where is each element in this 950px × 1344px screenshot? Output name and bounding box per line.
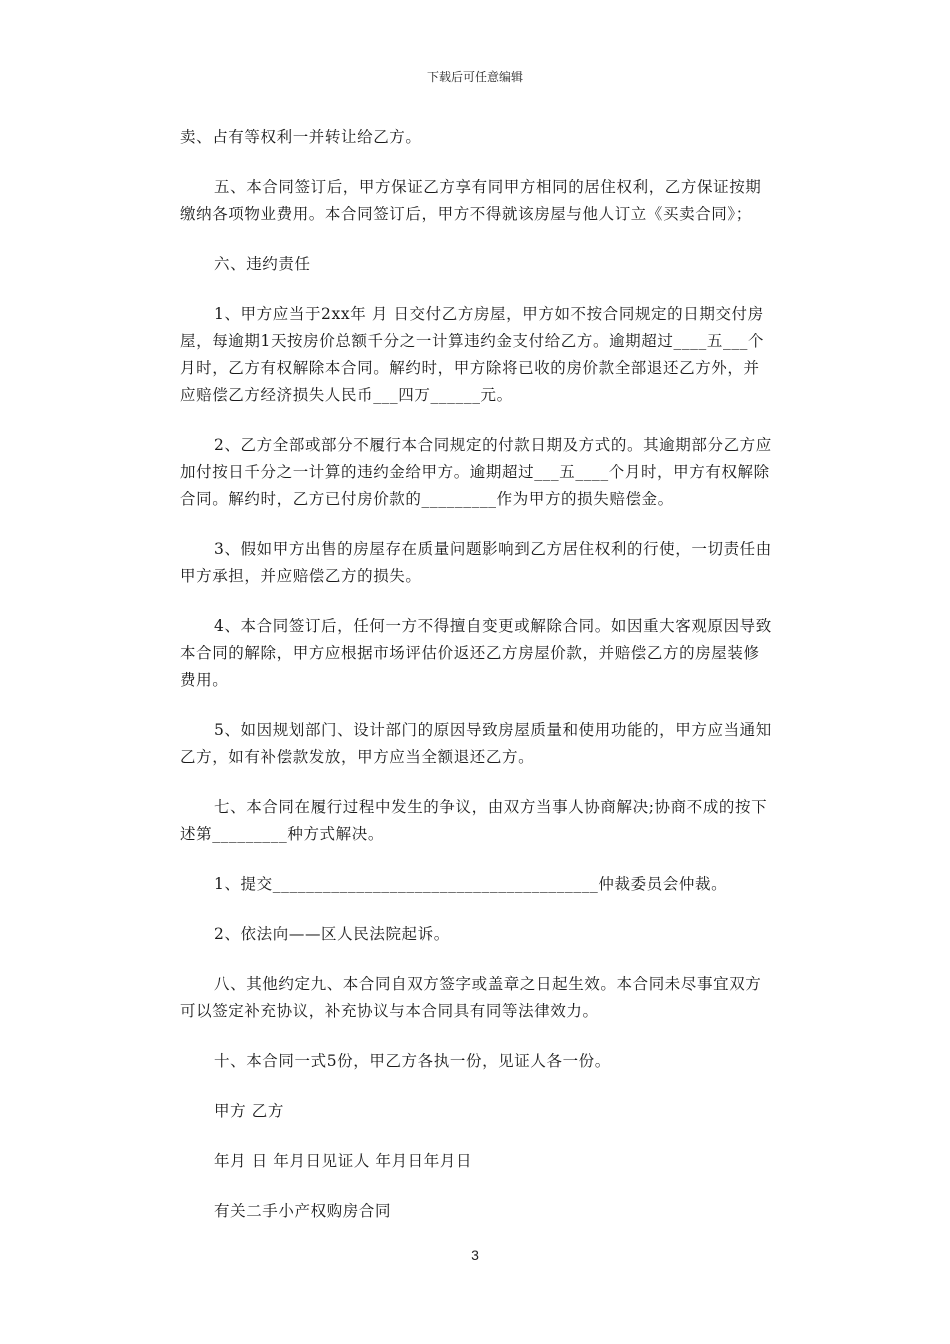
paragraph: 4、本合同签订后，任何一方不得擅自变更或解除合同。如因重大客观原因导致本合同的解除，甲方应根据市场评估价返还乙方房屋价款，并赔偿乙方的房屋装修费用。 (180, 617, 772, 689)
page-header: 下载后可任意编辑 (426, 70, 523, 84)
paragraph: 1、甲方应当于2xx年 月 日交付乙方房屋，甲方如不按合同规定的日期交付房屋，每逾期1天按房价总额千分之一计算违约金支付给乙方。逾期超过____五___个月时，乙方有权解除本合同。解约时，甲方除将已收的房价款全部退还乙方外，并应赔偿乙方经济损失人民币___四万______元。 (180, 305, 765, 404)
paragraph: 七、本合同在履行过程中发生的争议，由双方当事人协商解决;协商不成的按下述第_________种方式解决。 (180, 798, 768, 843)
document-body (180, 124, 772, 1225)
paragraph: 五、本合同签订后，甲方保证乙方享有同甲方相同的居住权利，乙方保证按期缴纳各项物业费用。本合同签订后，甲方不得就该房屋与他人订立《买卖合同》； (180, 178, 762, 223)
paragraph: 2、依法向——区人民法院起诉。 (214, 925, 450, 943)
paragraph: 十、本合同一式5份，甲乙方各执一份，见证人各一份。 (214, 1052, 611, 1070)
paragraph: 1、提交_______________________________________仲裁委员会仲裁。 (214, 875, 728, 893)
paragraph: 卖、占有等权利一并转让给乙方。 (180, 128, 422, 146)
signature-dates: 年月 日 年月日见证人 年月日年月日 (214, 1152, 473, 1170)
paragraph: 八、其他约定九、本合同自双方签字或盖章之日起生效。本合同未尽事宜双方可以签定补充协议，补充协议与本合同具有同等法律效力。 (180, 975, 762, 1020)
next-title: 有关二手小产权购房合同 (214, 1202, 392, 1220)
section-heading: 六、违约责任 (214, 255, 311, 273)
paragraph: 3、假如甲方出售的房屋存在质量问题影响到乙方居住权利的行使，一切责任由甲方承担，并应赔偿乙方的损失。 (180, 540, 772, 585)
paragraph: 5、如因规划部门、设计部门的原因导致房屋质量和使用功能的，甲方应当通知乙方，如有补偿款发放，甲方应当全额退还乙方。 (180, 721, 772, 766)
signature-parties: 甲方 乙方 (214, 1102, 284, 1120)
page-number: 3 (471, 1247, 479, 1263)
paragraph: 2、乙方全部或部分不履行本合同规定的付款日期及方式的。其逾期部分乙方应加付按日千分之一计算的违约金给甲方。逾期超过___五____个月时，甲方有权解除合同。解约时，乙方已付房价款的_________作为甲方的损失赔偿金。 (180, 436, 772, 508)
